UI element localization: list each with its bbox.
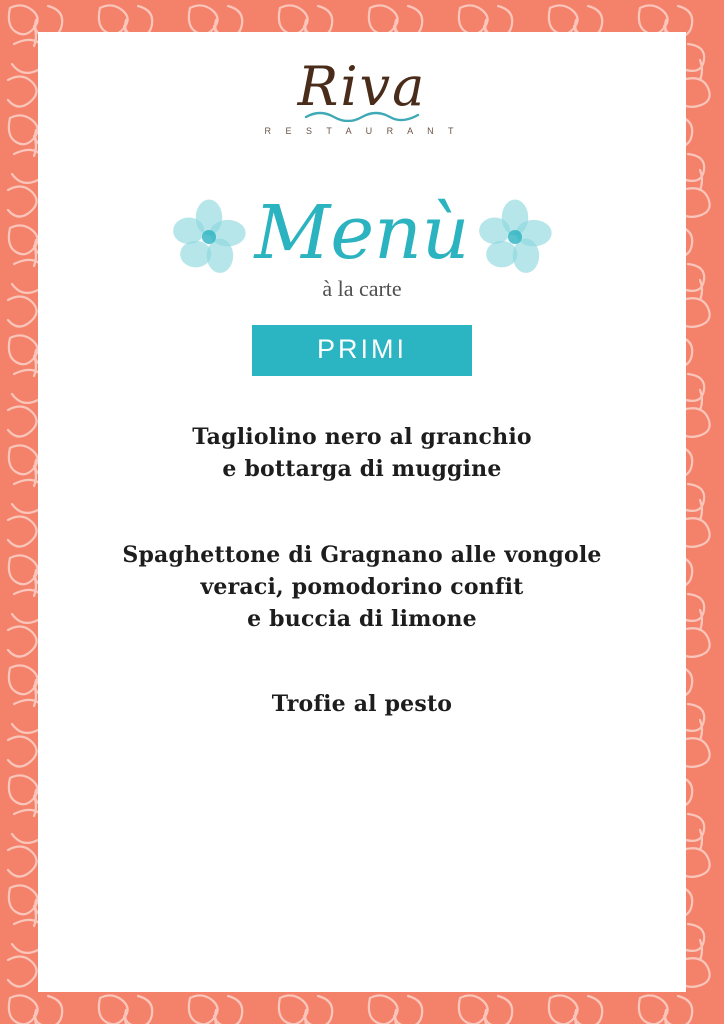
page-subtitle: à la carte: [322, 276, 402, 301]
dish-line: veraci, pomodorino confit: [200, 573, 524, 600]
restaurant-logo: [38, 55, 686, 136]
list-item: [78, 422, 646, 486]
list-item: [78, 540, 646, 636]
section-banner-wrap: [38, 325, 686, 376]
dish-line: Spaghettone di Gragnano alle vongole: [122, 541, 602, 568]
menu-heading-block: [38, 182, 686, 312]
dish-line: e buccia di limone: [247, 605, 477, 632]
dish-line: Trofie al pesto: [271, 691, 453, 718]
flower-icon: [476, 198, 554, 276]
page-title: Menù: [254, 190, 470, 276]
section-banner-primi: PRIMI: [252, 325, 472, 376]
dish-line: e bottarga di muggine: [222, 455, 502, 482]
logo-wordmark: Riva: [297, 55, 427, 118]
list-item: [78, 689, 646, 721]
logo-subtitle: R E S T A U R A N T: [264, 126, 460, 136]
flower-icon: [170, 198, 248, 276]
dish-list: [78, 422, 646, 721]
menu-card: [38, 32, 686, 992]
dish-line: Tagliolino nero al granchio: [192, 424, 532, 450]
